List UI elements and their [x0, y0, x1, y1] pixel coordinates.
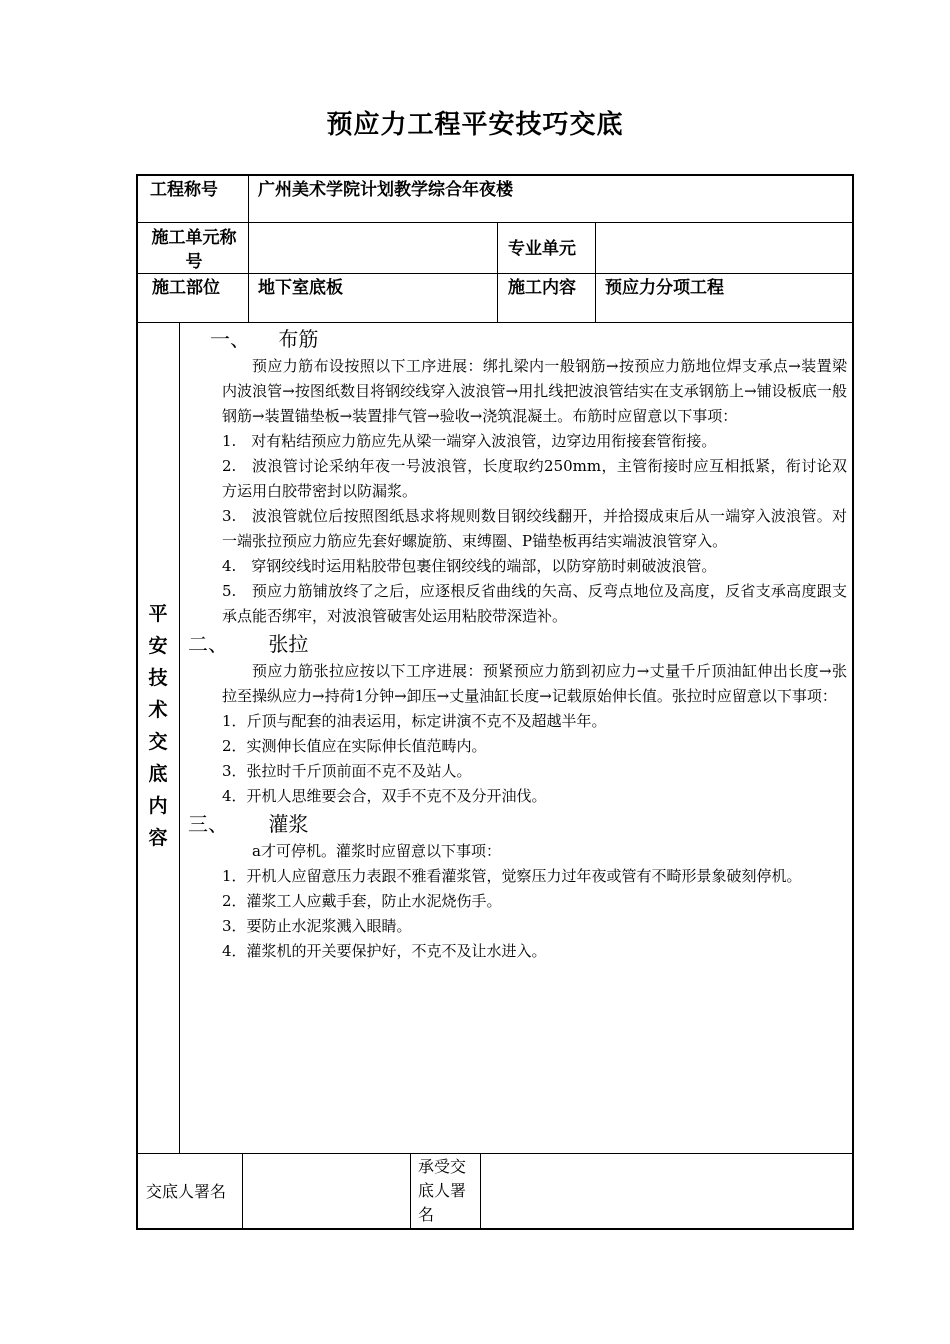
section-number: 二、: [188, 632, 228, 656]
construction-part-label: 施工部位: [152, 278, 220, 298]
list-item: 5. 预应力筋铺放终了之后，应逐根反省曲线的矢高、反弯点地位及高度，反省支承高度跟支承点能否绑牢，对波浪管破害处运用粘胶带深造补。: [222, 582, 847, 625]
paragraph: a才可停机。灌浆时应留意以下事项：: [252, 842, 501, 860]
section-heading-1: [210, 324, 847, 354]
project-name-value: 广州美术学院计划教学综合年夜楼: [258, 180, 513, 200]
row-divider: [136, 222, 854, 223]
list-item: 3．张拉时千斤顶前面不克不及站人。: [222, 762, 472, 780]
section-title: 布筋: [278, 327, 319, 351]
col-divider: [595, 223, 596, 322]
construction-unit-label: 施工单元称号: [151, 228, 237, 272]
col-divider: [480, 1154, 481, 1228]
disclosure-content: [188, 324, 848, 964]
section-number: 一、: [210, 327, 250, 351]
col-divider: [410, 1154, 411, 1228]
row-divider: [136, 322, 854, 323]
section-heading-2: [188, 629, 847, 659]
list-item: 4．灌浆机的开关要保护好，不克不及让水进入。: [222, 942, 547, 960]
construction-part-value: 地下室底板: [258, 278, 343, 298]
discloser-signature-label: 交底人署名: [146, 1182, 227, 1201]
side-label-char: 平: [148, 603, 168, 625]
side-label-char: 内: [148, 795, 168, 817]
list-item: 2．灌浆工人应戴手套，防止水泥烧伤手。: [222, 892, 502, 910]
list-item: 1．开机人应留意压力表跟不雅看灌浆管，觉察压力过年夜或管有不畸形景象破刻停机。: [222, 867, 802, 885]
list-item: 3. 波浪管就位后按照图纸恳求将规则数目钢绞线翻开，并拾掇成束后从一端穿入波浪管。对一端张拉预应力筋应先套好螺旋筋、束缚圈、P锚垫板再结实端波浪管穿入。: [222, 507, 847, 550]
side-label-char: 交: [148, 731, 168, 753]
side-label-char: 术: [148, 699, 168, 721]
row-divider: [136, 273, 854, 274]
section-heading-3: [188, 809, 847, 839]
side-label-char: 安: [148, 635, 168, 657]
paragraph: 预应力筋张拉应按以下工序进展：预紧预应力筋到初应力→丈量千斤顶油缸伸出长度→张拉至操纵应力→持荷1分钟→卸压→丈量油缸长度→记载原始伸长值。张拉时应留意以下事项：: [222, 662, 847, 705]
list-item: 2. 波浪管讨论采纳年夜一号波浪管，长度取约250mm，主管衔接时应互相抵紧，衔讨论双方运用白胶带密封以防漏浆。: [222, 457, 847, 500]
section-title: 灌浆: [268, 812, 309, 836]
list-item: 4．开机人思维要会合，双手不克不及分开油伐。: [222, 787, 547, 805]
section-title: 张拉: [268, 632, 309, 656]
paragraph: 预应力筋布设按照以下工序进展：绑扎梁内一般钢筋→按预应力筋地位焊支承点→装置梁内波浪管→按图纸数目将钢绞线穿入波浪管→用扎线把波浪管结实在支承钢筋上→铺设板底一般钢筋→装置锚垫板→装置排气管→验收→浇筑混凝土。布筋时应留意以下事项：: [222, 357, 848, 425]
project-name-label: 工程称号: [150, 180, 218, 200]
col-divider: [497, 223, 498, 322]
receiver-signature-label: 承受交底人署名: [418, 1157, 467, 1224]
list-item: 2．实测伸长值应在实际伸长值范畴内。: [222, 737, 487, 755]
specialty-unit-label: 专业单元: [508, 239, 576, 259]
list-item: 3．要防止水泥浆溅入眼睛。: [222, 917, 412, 935]
list-item: 1．斤顶与配套的油表运用，标定讲演不克不及超越半年。: [222, 712, 607, 730]
construction-content-label: 施工内容: [508, 278, 576, 298]
row-divider: [136, 1153, 854, 1154]
section-number: 三、: [188, 812, 228, 836]
col-divider: [248, 176, 249, 322]
col-divider: [242, 1154, 243, 1228]
side-label-char: 容: [148, 827, 168, 849]
list-item: 4. 穿钢绞线时运用粘胶带包裹住钢绞线的端部，以防穿筋时刺破波浪管。: [222, 557, 717, 575]
side-label-safety-disclosure: [136, 598, 180, 854]
side-label-char: 技: [148, 667, 168, 689]
list-item: 1. 对有粘结预应力筋应先从梁一端穿入波浪管，边穿边用衔接套管衔接。: [222, 432, 717, 450]
document-title: 预应力工程平安技巧交底: [326, 110, 624, 140]
side-label-char: 底: [148, 763, 168, 785]
construction-content-value: 预应力分项工程: [605, 278, 724, 298]
